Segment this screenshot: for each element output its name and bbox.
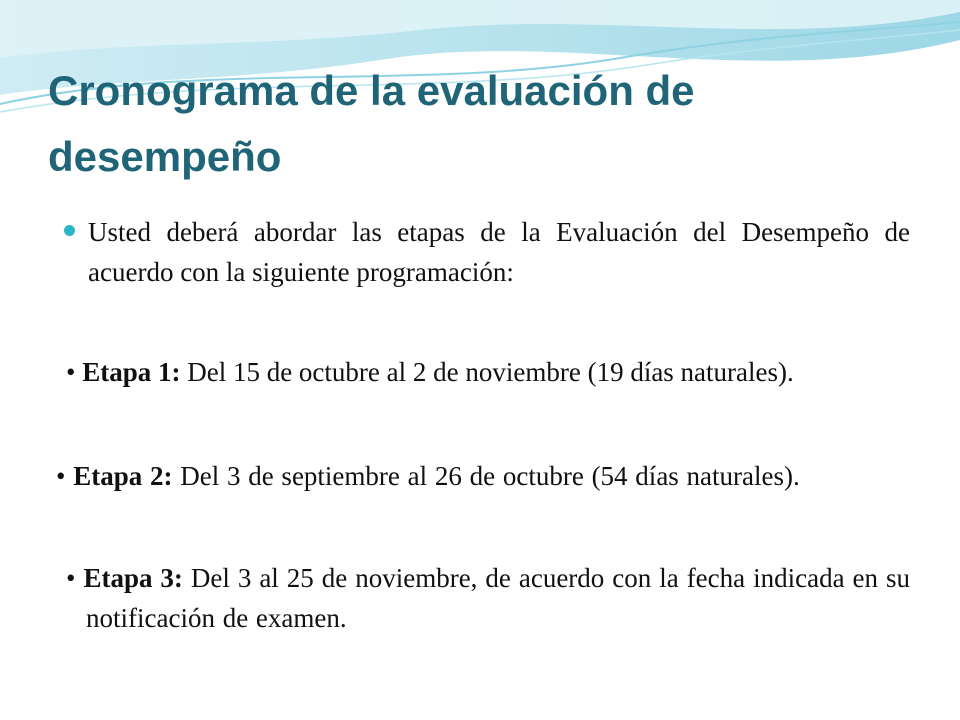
stage-text: Del 15 de octubre al 2 de noviembre (19 días naturales). (180, 357, 794, 387)
stage-bullet: • (66, 357, 76, 387)
stage-item-2 (56, 456, 910, 496)
stage-item-1 (66, 352, 910, 392)
bullet-dot-icon (64, 225, 75, 236)
stage-text: Del 3 al 25 de noviembre, de acuerdo con la fecha indicada en su notificación de examen. (86, 563, 911, 633)
stage-label: Etapa 2: (73, 461, 173, 491)
slide-title: Cronograma de la evaluación de desempeño (48, 67, 695, 180)
stage-label: Etapa 3: (83, 563, 183, 593)
stage-label: Etapa 1: (82, 357, 181, 387)
intro-paragraph: Usted deberá abordar las etapas de la Evaluación del Desempeño de acuerdo con la siguiente programación: (88, 217, 910, 287)
stage-bullet: • (56, 461, 66, 491)
stage-bullet: • (66, 563, 76, 593)
stage-text: Del 3 de septiembre al 26 de octubre (54 días naturales). (172, 461, 800, 491)
stage-item-3 (66, 558, 910, 638)
